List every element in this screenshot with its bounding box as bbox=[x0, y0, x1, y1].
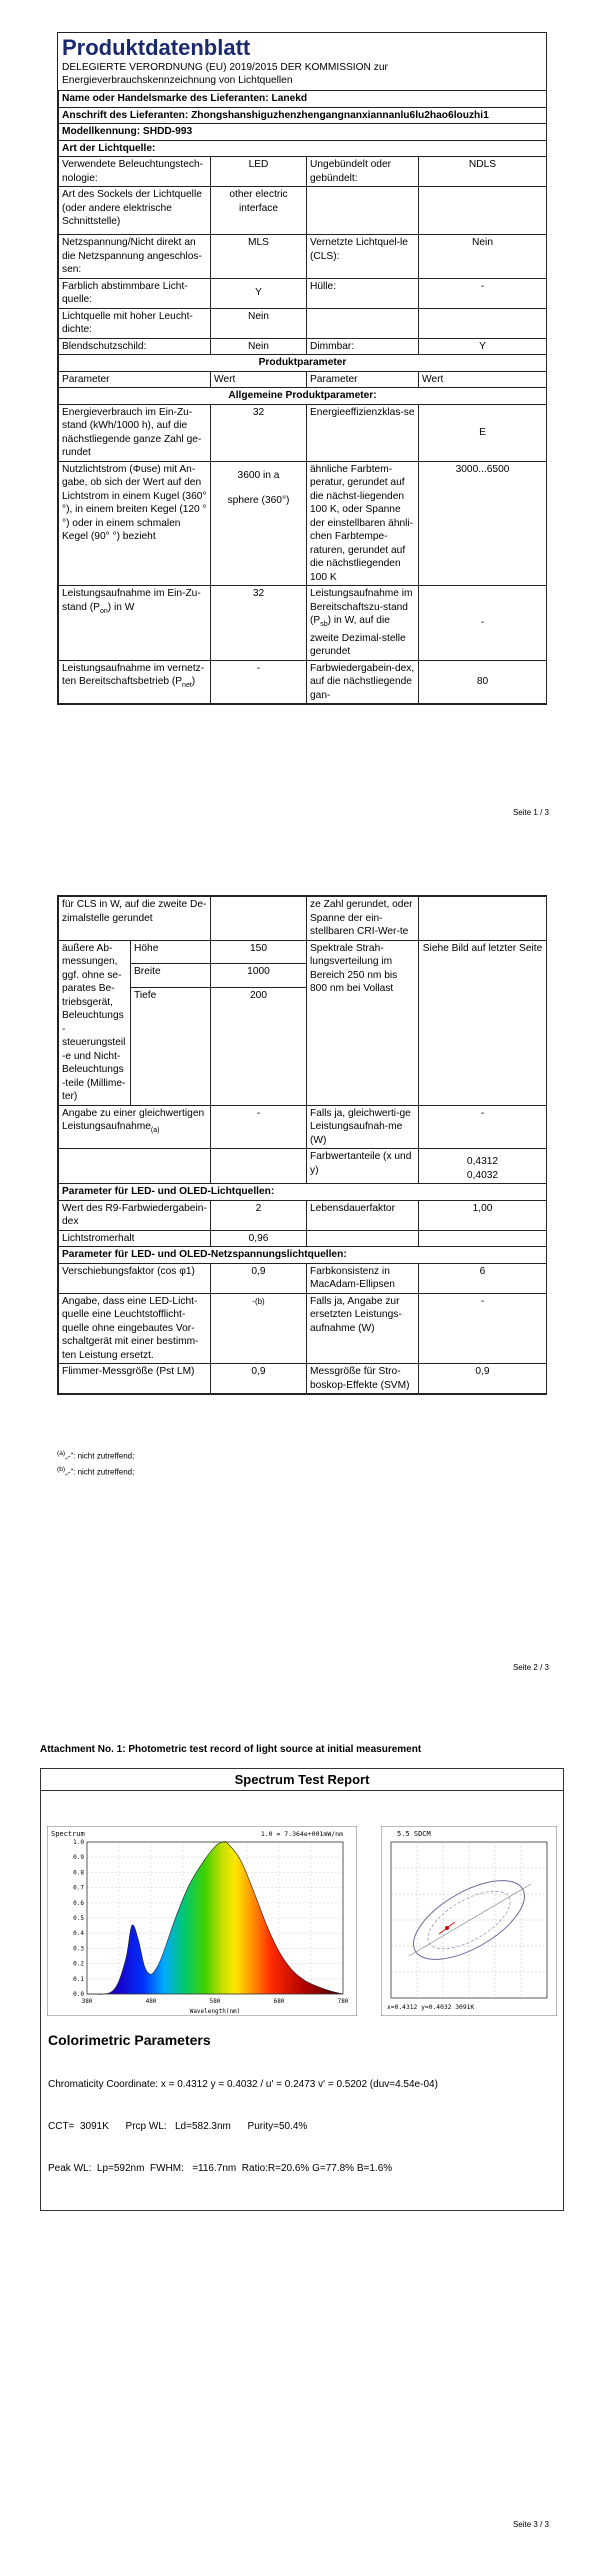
table-row bbox=[59, 308, 547, 338]
cell-label: Netzspannung/Nicht direkt an die Netzspannung angeschlos-sen: bbox=[59, 235, 211, 279]
cell-value: 0,9 bbox=[211, 1263, 307, 1293]
cell-label: Vernetzte Lichtquel-le (CLS): bbox=[307, 235, 419, 279]
dimension-value: 1000 bbox=[211, 964, 307, 988]
table-row bbox=[59, 1230, 547, 1247]
cell-label: ähnliche Farbtem-peratur, gerundet auf die nächst-liegenden 100 K, oder Spanne der einstellbaren ähnli-chen Farbtempe-raturen, gerundet auf die nächstliegenden 100 K bbox=[307, 461, 419, 586]
table-row bbox=[59, 586, 547, 661]
cell-value: 1,00 bbox=[419, 1200, 547, 1230]
table-row bbox=[59, 461, 547, 586]
table-header-row bbox=[59, 371, 547, 388]
table-row bbox=[59, 1263, 547, 1293]
datasheet-page-1 bbox=[57, 32, 547, 705]
datasheet-page-2 bbox=[57, 895, 547, 1395]
cell-label: Flimmer-Messgröße (Pst LM) bbox=[59, 1364, 211, 1394]
cell-value: E bbox=[419, 404, 547, 461]
cell-label: Nutzlichtstrom (Φuse) mit An-gabe, ob sich der Wert auf den Lichtstrom in einem Kugel (360° °), in einem breiten Kegel (120 ° °) oder in einem schmalen Kegel (90° °) bezieht bbox=[59, 461, 211, 586]
column-header: Parameter bbox=[307, 371, 419, 388]
model-id: Modellkennung: SHDD-993 bbox=[59, 124, 547, 141]
cell-label: Energieverbrauch im Ein-Zu-stand (kWh/1000 h), auf die nächstliegende ganze Zahl ge-rundet bbox=[59, 404, 211, 461]
cell-value: Siehe Bild auf letzter Seite bbox=[419, 940, 547, 1105]
dimension-label: Tiefe bbox=[131, 987, 211, 1105]
cell-value bbox=[419, 1230, 547, 1247]
table-row bbox=[59, 940, 547, 964]
cell-label: Angabe zu einer gleichwertigen Leistungsaufnahme$_{(a)}$ bbox=[59, 1105, 211, 1149]
cell-value: 80 bbox=[419, 660, 547, 704]
cell-label: Farbwertanteile (x und y) bbox=[307, 1149, 419, 1184]
dimension-value: 200 bbox=[211, 987, 307, 1105]
cell-value: - bbox=[419, 586, 547, 661]
cell-value: Nein bbox=[211, 308, 307, 338]
cell-value: 2 bbox=[211, 1200, 307, 1230]
x-tick-label: 680 bbox=[273, 1998, 285, 2005]
cell-value: 32 bbox=[211, 404, 307, 461]
table-row bbox=[59, 1200, 547, 1230]
y-tick-label: 0.3 bbox=[73, 1945, 84, 1953]
cell-label: Lebensdauerfaktor bbox=[307, 1200, 419, 1230]
cell-value: -(b) bbox=[211, 1293, 307, 1364]
spectrum-chart bbox=[47, 1826, 357, 2016]
cell-label: Leistungsaufnahme im vernetz-ten Bereitschaftsbetrieb $(P_{net})$ bbox=[59, 660, 211, 704]
cell-label: ze Zahl gerundet, oder Spanne der ein-stellbaren CRI-Wer-te bbox=[307, 897, 419, 941]
x-axis-label: Wavelength(nm) bbox=[189, 2008, 241, 2015]
footnotes bbox=[57, 1447, 134, 1478]
x-tick-label: 480 bbox=[145, 1998, 157, 2005]
cell-value: other electric interface bbox=[211, 187, 307, 235]
cell-label bbox=[307, 187, 419, 235]
y-tick-label: 0.1 bbox=[73, 1975, 84, 1983]
chromaticity-line: Chromaticity Coordinate: x = 0.4312 y = 0.4032 / u' = 0.2473 v' = 0.5202 (duv=4.54e-04) bbox=[48, 2079, 438, 2090]
colorimetric-values bbox=[48, 2050, 438, 2204]
cell-value: Nein bbox=[211, 338, 307, 355]
cell-value: - bbox=[419, 1105, 547, 1149]
cell-label: Leistungsaufnahme im Bereitschaftszu-stand $(P_{sb})$ in W, auf die zweite Dezimal-stelle gerundet bbox=[307, 586, 419, 661]
table-row bbox=[59, 338, 547, 355]
cell-label: Messgröße für Stro-boskop-Effekte (SVM) bbox=[307, 1364, 419, 1394]
page-number: Seite 1 / 3 bbox=[512, 808, 549, 817]
cell-label: Dimmbar: bbox=[307, 338, 419, 355]
cell-value: 0,9 bbox=[419, 1364, 547, 1394]
cell-value: NDLS bbox=[419, 157, 547, 187]
cell-label: Verschiebungsfaktor (cos φ1) bbox=[59, 1263, 211, 1293]
y-tick-label: 0.5 bbox=[73, 1915, 84, 1922]
footnote-b: $^{(b)}$„-“: nicht zutreffend; bbox=[57, 1465, 135, 1477]
y-tick-label: 0.7 bbox=[73, 1884, 84, 1892]
table-row bbox=[59, 278, 547, 308]
cell-value: 32 bbox=[211, 586, 307, 661]
cie-readout: x=0.4312 y=0.4032 3091K bbox=[387, 2004, 475, 2011]
supplier-address: Anschrift des Lieferanten: Zhongshanshiguzhenzhengangnanxiannanlu6lu2hao6louzhi1 bbox=[59, 107, 547, 124]
cell-label: Blendschutzschild: bbox=[59, 338, 211, 355]
section-header: Produktparameter bbox=[59, 355, 547, 372]
cell-value: - bbox=[211, 660, 307, 704]
cell-value: LED bbox=[211, 157, 307, 187]
table-row bbox=[59, 660, 547, 704]
cell-value: Y bbox=[211, 278, 307, 308]
attachment-heading: Attachment No. 1: Photometric test record of light source at initial measurement bbox=[40, 1744, 422, 1755]
cell-value: 6 bbox=[419, 1263, 547, 1293]
dimension-label: Höhe bbox=[131, 940, 211, 964]
table-row bbox=[59, 1293, 547, 1364]
page-title: Produktdatenblatt bbox=[62, 35, 251, 60]
y-tick-label: 0.4 bbox=[73, 1930, 84, 1938]
chromaticity-chart bbox=[381, 1826, 557, 2016]
supplier-name: Name oder Handelsmarke des Lieferanten: Lanekd bbox=[59, 91, 547, 108]
y-tick-label: 0.2 bbox=[73, 1960, 84, 1968]
cell-label: Farbkonsistenz in MacAdam-Ellipsen bbox=[307, 1263, 419, 1293]
column-header: Wert bbox=[419, 371, 547, 388]
peak-line: Peak WL: Lp=592nm FWHM: =116.7nm Ratio:R=20.6% G=77.8% B=1.6% bbox=[48, 2163, 393, 2174]
column-header: Wert bbox=[211, 371, 307, 388]
section-header: Parameter für LED- und OLED-Lichtquellen: bbox=[59, 1184, 547, 1201]
table-row bbox=[59, 1149, 547, 1184]
footnote-a: $^{(a)}$„-“: nicht zutreffend; bbox=[57, 1450, 135, 1461]
dimension-label: Breite bbox=[131, 964, 211, 988]
cell-label bbox=[59, 1149, 211, 1184]
cell-value bbox=[211, 897, 307, 941]
cell-value bbox=[419, 897, 547, 941]
y-tick-label: 0.0 bbox=[73, 1991, 84, 1998]
column-header: Parameter bbox=[59, 371, 211, 388]
flux-unit: sphere (360°) bbox=[227, 495, 290, 506]
cell-value bbox=[211, 1149, 307, 1184]
cell-value: Nein bbox=[419, 235, 547, 279]
cell-label bbox=[307, 1230, 419, 1247]
cell-value: Y bbox=[419, 338, 547, 355]
table-row bbox=[59, 1105, 547, 1149]
chart-annotation: 1.0 = 7.364e+001mW/nm bbox=[260, 1830, 343, 1838]
cell-label: äußere Ab-messungen, ggf. ohne se-parates Be-triebsgerät, Beleuchtungs-steuerungsteil-e und Nicht-Beleuchtungs-teile (Millime-ter) bbox=[59, 940, 131, 1105]
cell-value: 3000...6500 bbox=[419, 461, 547, 586]
cell-label: Angabe, dass eine LED-Licht-quelle eine Leuchtstofflicht-quelle ohne eingebautes Vor-schaltgerät mit einer bestimm-ten Leistung ersetzt. bbox=[59, 1293, 211, 1364]
cie-label: 5.5 SDCM bbox=[397, 1830, 431, 1838]
cell-label: Falls ja, gleichwerti-ge Leistungsaufnah-me (W) bbox=[307, 1105, 419, 1149]
x-tick-label: 580 bbox=[209, 1998, 221, 2005]
y-tick-label: 0.6 bbox=[73, 1899, 84, 1907]
cell-label: für CLS in W, auf die zweite De-zimalstelle gerundet bbox=[59, 897, 211, 941]
cell-value: - bbox=[211, 1105, 307, 1149]
chart-label: Spectrum bbox=[51, 1830, 85, 1838]
page-number: Seite 2 / 3 bbox=[512, 1663, 549, 1672]
cell-value: 0,96 bbox=[211, 1230, 307, 1247]
section-header: Parameter für LED- und OLED-Netzspannungslichtquellen: bbox=[59, 1247, 547, 1264]
regulation-intro: DELEGIERTE VERORDNUNG (EU) 2019/2015 DER KOMMISSION zur Energieverbrauchskennzeichnung von Lichtquellen bbox=[62, 62, 388, 86]
cell-label bbox=[307, 308, 419, 338]
cell-label: Farblich abstimmbare Licht-quelle: bbox=[59, 278, 211, 308]
report-title: Spectrum Test Report bbox=[41, 1769, 563, 1791]
cell-label: Ungebündelt oder gebündelt: bbox=[307, 157, 419, 187]
cell-value bbox=[211, 461, 307, 586]
x-tick-label: 780 bbox=[337, 1998, 349, 2005]
page-number: Seite 3 / 3 bbox=[512, 2520, 549, 2529]
datasheet-table-2 bbox=[58, 896, 547, 1394]
cell-label: Verwendete Beleuchtungstech-nologie: bbox=[59, 157, 211, 187]
y-tick-label: 0.9 bbox=[73, 1854, 84, 1862]
y-tick-label: 1.0 bbox=[73, 1839, 84, 1846]
table-row bbox=[59, 157, 547, 187]
table-row bbox=[59, 235, 547, 279]
light-source-type: Art der Lichtquelle: bbox=[59, 140, 547, 157]
cell-label: Farbwiedergabein-dex, auf die nächstliegende gan- bbox=[307, 660, 419, 704]
cell-value bbox=[419, 308, 547, 338]
y-tick-label: 0.8 bbox=[73, 1869, 84, 1877]
cell-label: Art des Sockels der Lichtquelle (oder andere elektrische Schnittstelle) bbox=[59, 187, 211, 235]
flux-value: 3600 in a bbox=[237, 469, 280, 481]
colorimetric-heading: Colorimetric Parameters bbox=[48, 2032, 211, 2048]
x-tick-label: 380 bbox=[81, 1998, 93, 2005]
cell-label: Wert des R9-Farbwiedergabein-dex bbox=[59, 1200, 211, 1230]
cell-value: MLS bbox=[211, 235, 307, 279]
cell-value bbox=[419, 187, 547, 235]
table-row bbox=[59, 897, 547, 941]
cell-label: Spektrale Strah-lungsverteilung im Bereich 250 nm bis 800 nm bei Vollast bbox=[307, 940, 419, 1105]
cell-label: Energieeffizienzklas-se bbox=[307, 404, 419, 461]
cell-value: 0,9 bbox=[211, 1364, 307, 1394]
table-row bbox=[59, 187, 547, 235]
datasheet-table-1 bbox=[58, 90, 547, 704]
table-row bbox=[59, 1364, 547, 1394]
cell-label: Lichtstromerhalt bbox=[59, 1230, 211, 1247]
table-row bbox=[59, 404, 547, 461]
cell-value: - bbox=[419, 1293, 547, 1364]
section-header: Allgemeine Produktparameter: bbox=[59, 388, 547, 405]
cell-label: Leistungsaufnahme im Ein-Zu-stand $(P_{on})$ in W bbox=[59, 586, 211, 661]
cell-label: Falls ja, Angabe zur ersetzten Leistungs-aufnahme (W) bbox=[307, 1293, 419, 1364]
cell-label: Lichtquelle mit hoher Leucht-dichte: bbox=[59, 308, 211, 338]
cell-value: 0,4312 0,4032 bbox=[419, 1149, 547, 1184]
cell-label: Hülle: bbox=[307, 278, 419, 308]
cell-value: - bbox=[419, 278, 547, 308]
dimension-value: 150 bbox=[211, 940, 307, 964]
cct-line: CCT= 3091K Prcp WL: Ld=582.3nm Purity=50.4% bbox=[48, 2121, 308, 2132]
spectrum-report bbox=[40, 1768, 564, 2211]
